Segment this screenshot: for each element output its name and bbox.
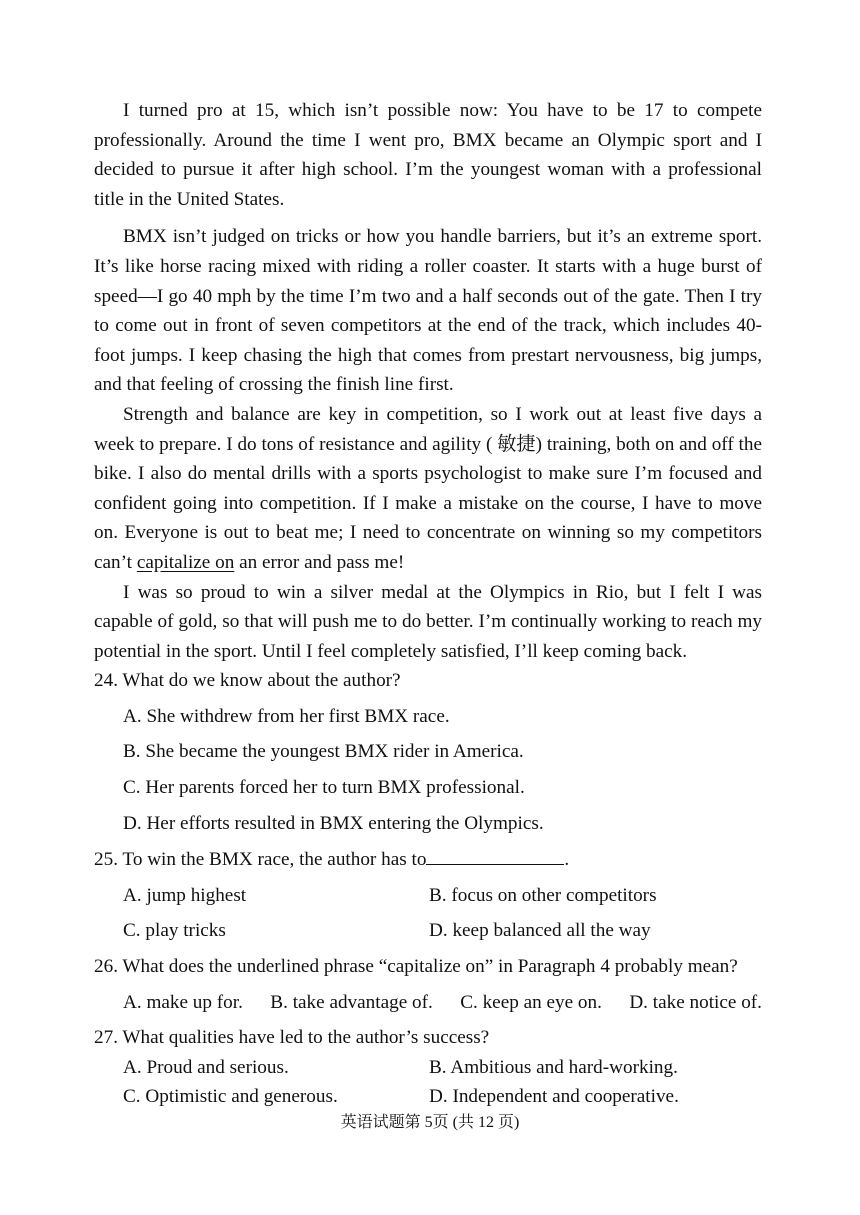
question-27-options-row-2 [94,1082,762,1112]
question-25-stem-text: 25. To win the BMX race, the author has to [94,849,427,871]
question-27 [94,1023,762,1112]
question-24-option-b: B. She became the youngest BMX rider in America. [123,741,524,763]
question-27-option-b: B. Ambitious and hard-working. [429,1056,678,1078]
paragraph-3 [94,400,762,578]
question-25-option-d: D. keep balanced all the way [429,920,651,942]
question-26-option-d: D. take notice of. [629,991,762,1013]
question-25-stem [94,844,762,875]
question-27-option-a: A. Proud and serious. [123,1056,289,1078]
question-24-option-c: C. Her parents forced her to turn BMX professional. [123,777,525,799]
question-27-option-c: C. Optimistic and generous. [123,1086,338,1108]
paragraph-2: BMX isn’t judged on tricks or how you handle barriers, but it’s an extreme sport. It’s like horse racing mixed with riding a roller coaster. It starts with a huge burst of speed—I go 40 mph by the time I’m two and a half seconds out of the gate. Then I try to come out in front of seven competitors at the end of the track, which includes 40-foot jumps. I keep chasing the high that comes from prestart nervousness, big jumps, and that feeling of crossing the finish line first. [94,226,762,396]
question-27-stem: 27. What qualities have led to the author’s success? [94,1027,490,1049]
paragraph-4: I was so proud to win a silver medal at the Olympics in Rio, but I felt I was capable of gold, so that will push me to do better. I’m continually working to reach my potential in the sport. Until I feel completely satisfied, I’ll keep coming back. [94,581,762,662]
question-25-option-a: A. jump highest [123,884,247,906]
question-25 [94,844,762,946]
question-24 [94,666,762,838]
question-26 [94,952,762,1017]
question-26-stem: 26. What does the underlined phrase “capitalize on” in Paragraph 4 probably mean? [94,956,738,978]
question-27-option-d: D. Independent and cooperative. [429,1086,679,1108]
question-25-options-row-2 [94,916,762,946]
page-footer: 英语试题第 5页 (共 12 页) [340,1114,520,1131]
paragraph-3-text: Strength and balance are key in competition, so I work out at least five days a week to prepare. I do tons of resistance and agility ( 敏捷) training, both on and off the bike. I also do mental drills with a sports psychologist to make sure I’m focused and confident going into competition. If I make a mistake on the course, I have to move on. Everyone is out to beat me; I need to concentrate on winning so my competitors can’t [94,403,762,573]
question-25-option-b: B. focus on other competitors [429,884,657,906]
question-24-stem: 24. What do we know about the author? [94,670,401,692]
question-25-options-row-1 [94,881,762,911]
reading-passage [94,96,762,1112]
underlined-phrase: capitalize on [136,551,235,573]
question-24-option-d: D. Her efforts resulted in BMX entering the Olympics. [123,812,544,834]
question-27-options-row-1 [94,1053,762,1083]
question-26-option-a: A. make up for. [123,991,243,1013]
question-26-options [94,988,762,1018]
question-26-option-b: B. take advantage of. [270,991,433,1013]
question-26-option-c: C. keep an eye on. [460,991,602,1013]
question-24-option-a: A. She withdrew from her first BMX race. [123,705,450,727]
paragraph-3-end: an error and pass me! [234,551,405,573]
paragraph-1: I turned pro at 15, which isn’t possible now: You have to be 17 to compete professionally. Around the time I went pro, BMX became an Olympic sport and I decided to pursue it after high school. I’m the youngest woman with a professional title in the United States. [94,100,762,210]
answer-blank [426,844,564,865]
question-25-stem-end: . [564,849,570,871]
question-25-option-c: C. play tricks [123,920,226,942]
